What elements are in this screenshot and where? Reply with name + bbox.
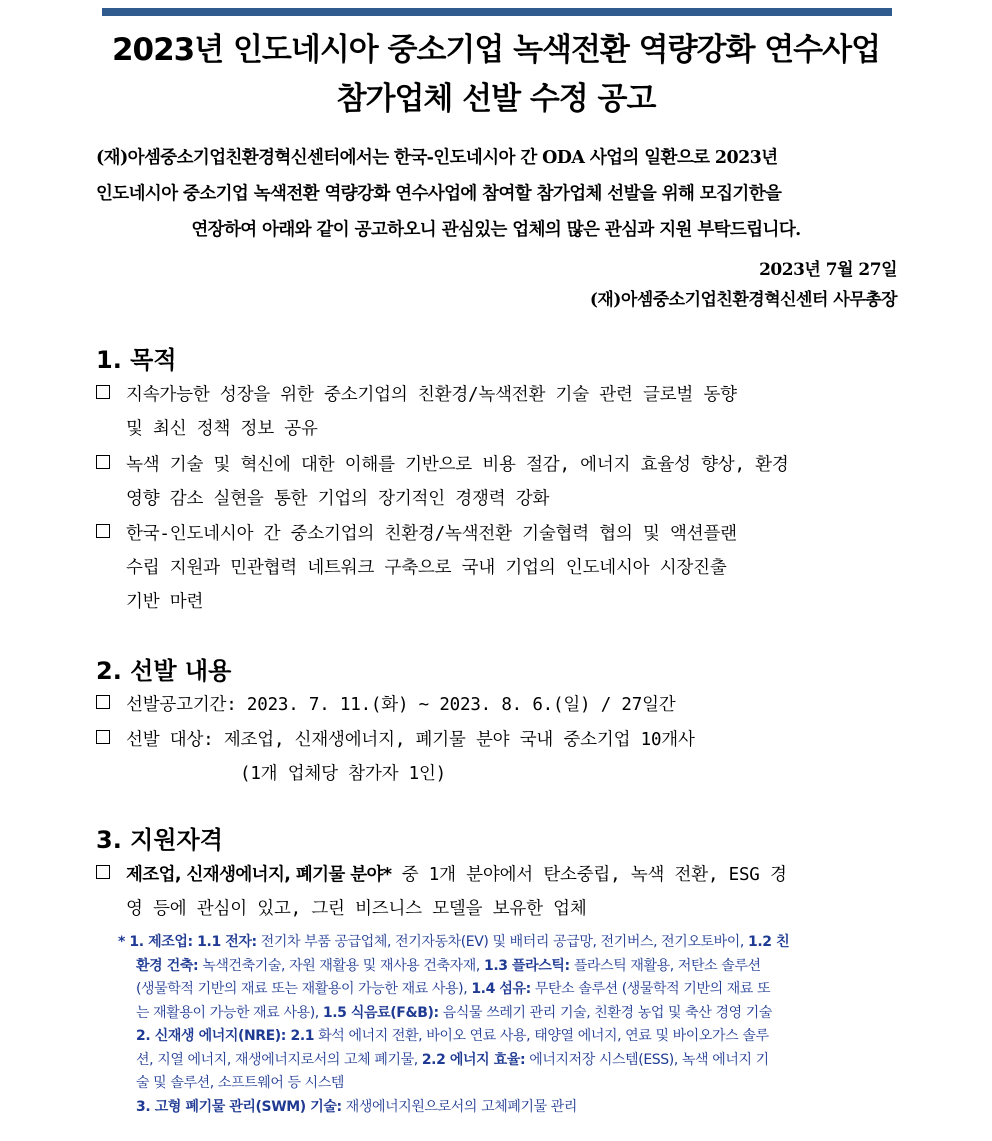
top-rule (102, 8, 892, 16)
purpose-item-3 (96, 517, 896, 619)
eligibility-text: 중 1개 분야에서 탄소중립, 녹색 전환, ESG 경 (391, 865, 787, 885)
intro-line: 인도네시아 중소기업 녹색전환 역량강화 연수사업에 참여할 참가업체 선발을 위해 모집기한을 (96, 184, 782, 204)
item-line: 녹색 기술 및 혁신에 대한 이해를 기반으로 비용 절감, 에너지 효율성 향상, 환경 (126, 455, 789, 475)
footnote-bold: 환경 건축: (136, 957, 199, 974)
checkbox-square-icon (96, 455, 110, 469)
footnote-text: 무탄소 솔루션 (생물학적 기반의 재료 또 (530, 981, 771, 997)
footnote-text: 션, 지열 에너지, 재생에너지로서의 고체 폐기물, (136, 1051, 422, 1068)
intro-line: 연장하여 아래와 같이 공고하오니 관심있는 업체의 많은 관심과 지원 부탁드립니다. (191, 220, 801, 240)
footnote-text: 화석 에너지 전환, 바이오 연료 사용, 태양열 에너지, 연료 및 바이오가스 솔루 (314, 1028, 769, 1044)
item-line: 지속가능한 성장을 위한 중소기업의 친환경/녹색전환 기술 관련 글로벌 동향 (126, 385, 737, 405)
notice-date: 2023년 7월 27일 (759, 260, 897, 280)
footnote-text: 는 재활용이 가능한 재료 사용), (136, 1004, 323, 1021)
footnote-bold: 1.4 섬유: (471, 981, 531, 997)
footnote-text: 녹색건축기술, 자원 재활용 및 재사용 건축자재, (198, 957, 484, 974)
checkbox-square-icon (96, 730, 110, 744)
eligibility-text: 영 등에 관심이 있고, 그린 비즈니스 모델을 보유한 업체 (126, 899, 587, 919)
checkbox-square-icon (96, 695, 110, 709)
item-line: 한국-인도네시아 간 중소기업의 친환경/녹색전환 기술협력 협의 및 액션플랜 (126, 524, 737, 544)
checkbox-square-icon (96, 524, 110, 538)
footnote-text: 음식물 쓰레기 관리 기술, 친환경 농업 및 축산 경영 기술 (438, 1004, 773, 1021)
footnote-text: (생물학적 기반의 재료 또는 재활용이 가능한 재료 사용), (136, 981, 472, 997)
eligibility-fields: 제조업, 신재생에너지, 폐기물 분야* (126, 865, 392, 885)
intro-paragraph (96, 140, 896, 248)
footnote (118, 931, 898, 1119)
title-line-2: 참가업체 선발 수정 공고 (336, 81, 656, 117)
item-line: 영향 감소 실현을 통한 기업의 장기적인 경쟁력 강화 (126, 489, 550, 509)
eligibility-item (96, 858, 896, 926)
footnote-bold: 1.3 플라스틱: (483, 957, 570, 974)
item-line: 기반 마련 (126, 592, 204, 612)
title-line-1: 2023년 인도네시아 중소기업 녹색전환 역량강화 연수사업 (111, 32, 881, 68)
selection-target (96, 723, 896, 791)
section-heading-eligibility: 3. 지원자격 (96, 826, 223, 854)
footnote-bold: 1.2 친 (748, 934, 790, 950)
footnote-text: 재생에너지원으로서의 고체폐기물 관리 (341, 1098, 577, 1115)
footnote-bold: 2. 신재생 에너지(NRE): 2.1 (136, 1028, 315, 1044)
checkbox-square-icon (96, 385, 110, 399)
footnote-bold: 3. 고형 폐기물 관리(SWM) 기술: (136, 1098, 342, 1115)
footnote-text: 플라스틱 재활용, 저탄소 솔루션 (569, 957, 761, 974)
footnote-bold: 2.2 에너지 효율: (421, 1051, 526, 1068)
period-text: 선발공고기간: 2023. 7. 11.(화) ~ 2023. 8. 6.(일) / 27일간 (126, 695, 676, 715)
item-line: 수립 지원과 민관협력 네트워크 구축으로 국내 기업의 인도네시아 시장진출 (126, 558, 727, 578)
footnote-text: 에너지저장 시스템(ESS), 녹색 에너지 기 (525, 1051, 769, 1068)
footnote-star: * (118, 934, 130, 950)
target-text: 선발 대상: 제조업, 신재생에너지, 폐기물 분야 국내 중소기업 10개사 (126, 730, 695, 750)
purpose-item-1 (96, 378, 896, 446)
selection-period (96, 688, 896, 722)
footnote-text: 전기차 부품 공급업체, 전기자동차(EV) 및 배터리 공급망, 전기버스, 전기오토바이, (256, 934, 749, 950)
footnote-text: 술 및 솔루션, 소프트웨어 등 시스템 (136, 1075, 345, 1091)
purpose-item-2 (96, 448, 896, 516)
item-line: 및 최신 정책 정보 공유 (126, 419, 318, 439)
section-heading-selection: 2. 선발 내용 (96, 657, 232, 685)
signature-block (590, 255, 897, 315)
footnote-bold: 1. 제조업: 1.1 전자: (129, 934, 257, 950)
footnote-bold: 1.5 식음료(F&B): (322, 1004, 439, 1021)
issuer: (재)아셈중소기업친환경혁신센터 사무총장 (589, 290, 897, 310)
checkbox-square-icon (96, 865, 110, 879)
intro-line: (재)아셈중소기업친환경혁신센터에서는 한국-인도네시아 간 ODA 사업의 일환으로 2023년 (96, 148, 778, 168)
target-note: (1개 업체당 참가자 1인) (240, 764, 446, 784)
section-heading-purpose: 1. 목적 (96, 346, 177, 374)
